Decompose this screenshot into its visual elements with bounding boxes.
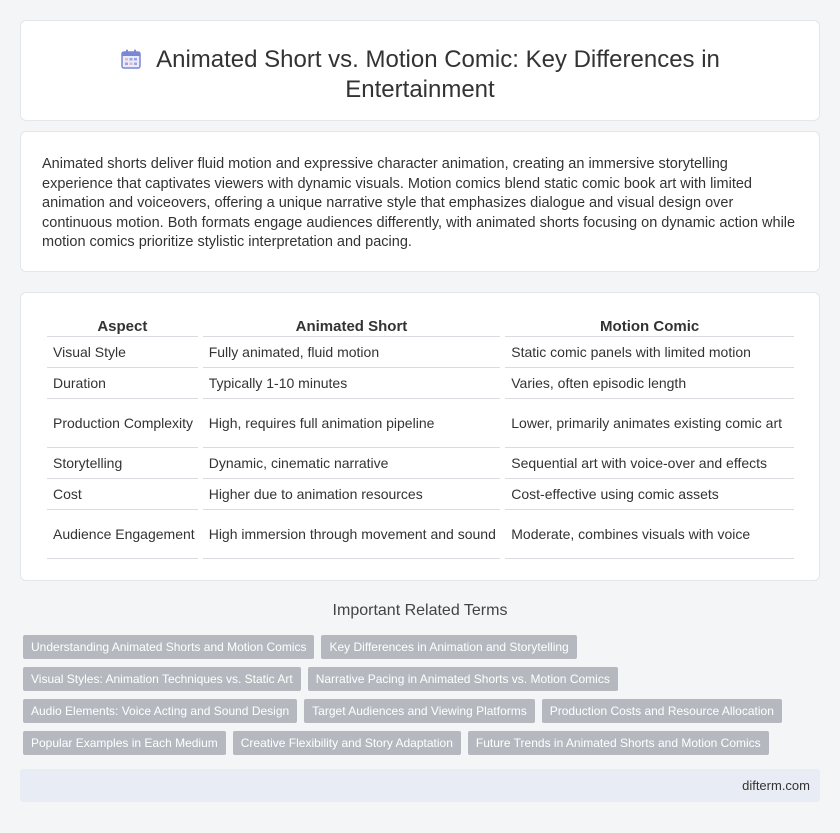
related-term-tag[interactable]: Key Differences in Animation and Storytelling	[321, 635, 576, 659]
related-term-tag[interactable]: Production Costs and Resource Allocation	[542, 699, 782, 723]
table-header-row	[47, 315, 794, 337]
related-term-tag[interactable]: Target Audiences and Viewing Platforms	[304, 699, 535, 723]
calendar-icon	[120, 48, 142, 70]
related-term-tag[interactable]: Popular Examples in Each Medium	[23, 731, 226, 755]
footer-site-link[interactable]: difterm.com	[742, 778, 810, 793]
table-row	[47, 479, 794, 510]
motion-comic-cell: Varies, often episodic length	[505, 368, 794, 399]
table-row	[47, 368, 794, 399]
motion-comic-cell: Sequential art with voice-over and effects	[505, 448, 794, 479]
animated-short-cell: Typically 1-10 minutes	[203, 368, 501, 399]
footer	[20, 769, 820, 802]
related-term-tag[interactable]: Visual Styles: Animation Techniques vs. Static Art	[23, 667, 301, 691]
animated-short-cell: High, requires full animation pipeline	[203, 399, 501, 448]
column-header-motion-comic: Motion Comic	[505, 315, 794, 337]
intro-card	[20, 131, 820, 272]
column-header-animated-short: Animated Short	[203, 315, 501, 337]
animated-short-cell: High immersion through movement and sound	[203, 510, 501, 559]
aspect-cell: Audience Engagement	[47, 510, 198, 559]
motion-comic-cell: Lower, primarily animates existing comic art	[505, 399, 794, 448]
page-title-wrap	[21, 45, 819, 105]
comparison-card	[20, 292, 820, 581]
aspect-cell: Cost	[47, 479, 198, 510]
related-term-tag[interactable]: Audio Elements: Voice Acting and Sound Design	[23, 699, 297, 723]
related-term-tag[interactable]: Narrative Pacing in Animated Shorts vs. Motion Comics	[308, 667, 618, 691]
header-card	[20, 20, 820, 121]
motion-comic-cell: Moderate, combines visuals with voice	[505, 510, 794, 559]
related-term-tag[interactable]: Understanding Animated Shorts and Motion Comics	[23, 635, 314, 659]
related-terms-heading: Important Related Terms	[332, 602, 508, 619]
aspect-cell: Storytelling	[47, 448, 198, 479]
table-row	[47, 448, 794, 479]
comparison-table	[42, 315, 799, 559]
table-row	[47, 399, 794, 448]
table-row	[47, 337, 794, 368]
intro-paragraph: Animated shorts deliver fluid motion and expressive character animation, creating an immersive storytelling experience that captivates viewers with dynamic visuals. Motion comics blend static comic book art with limited animation and voiceovers, offering a unique narrative style that emphasizes dialogue and visual design over continuous motion. Both formats engage audiences differently, with animated shorts focusing on dynamic action while motion comics prioritize stylistic interpretation and pacing.	[42, 156, 796, 250]
aspect-cell: Visual Style	[47, 337, 198, 368]
related-term-tag[interactable]: Creative Flexibility and Story Adaptation	[233, 731, 461, 755]
table-row	[47, 510, 794, 559]
animated-short-cell: Dynamic, cinematic narrative	[203, 448, 501, 479]
motion-comic-cell: Static comic panels with limited motion	[505, 337, 794, 368]
aspect-cell: Duration	[47, 368, 198, 399]
animated-short-cell: Higher due to animation resources	[203, 479, 501, 510]
motion-comic-cell: Cost-effective using comic assets	[505, 479, 794, 510]
column-header-aspect: Aspect	[47, 315, 198, 337]
aspect-cell: Production Complexity	[47, 399, 198, 448]
related-term-tag[interactable]: Future Trends in Animated Shorts and Motion Comics	[468, 731, 769, 755]
animated-short-cell: Fully animated, fluid motion	[203, 337, 501, 368]
related-terms-list	[23, 635, 803, 755]
page-title: Animated Short vs. Motion Comic: Key Differences in Entertainment	[156, 46, 720, 103]
